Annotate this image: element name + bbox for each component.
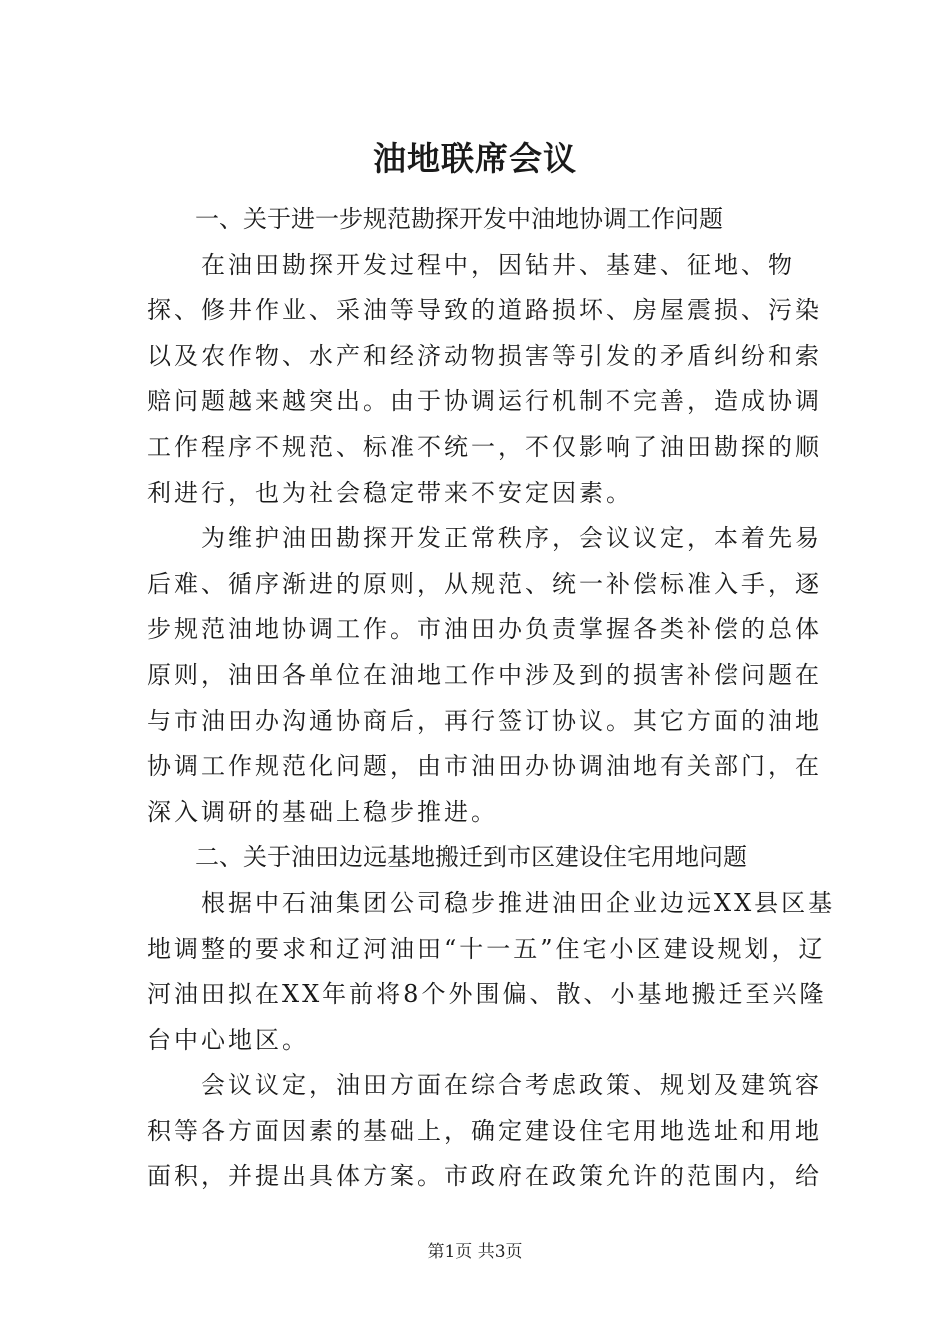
paragraph: 会议议定，油田方面在综合考虑政策、规划及建筑容积等各方面因素的基础上，确定建设住宅用地选址和用地面积，并提出具体方案。市政府在政策允许的范围内，给 bbox=[147, 1071, 822, 1191]
paragraph: 在油田勘探开发过程中，因钻井、基建、征地、物探、修井作业、采油等导致的道路损坏、房屋震损、污染以及农作物、水产和经济动物损害等引发的矛盾纠纷和索赔问题越来越突出。由于协调运行机制不完善，造成协调工作程序不规范、标准不统一，不仅影响了油田勘探的顺利进行，也为社会稳定带来不安定因素。 bbox=[147, 250, 822, 507]
paragraph: 根据中石油集团公司稳步推进油田企业边远XX县区基地调整的要求和辽河油田“十一五”住宅小区建设规划，辽河油田拟在XX年前将8个外围偏、散、小基地搬迁至兴隆台中心地区。 bbox=[147, 888, 836, 1054]
paragraph: 为维护油田勘探开发正常秩序，会议议定，本着先易后难、循序渐进的原则，从规范、统一补偿标准入手，逐步规范油地协调工作。市油田办负责掌握各类补偿的总体原则，油田各单位在油地工作中涉及到的损害补偿问题在与市油田办沟通协商后，再行签订协议。其它方面的油地协调工作规范化问题，由市油田办协调油地有关部门，在深入调研的基础上稳步推进。 bbox=[147, 524, 822, 826]
document-body bbox=[147, 197, 847, 1200]
section-1 bbox=[147, 197, 847, 835]
document-title: 油地联席会议 bbox=[373, 139, 577, 178]
section-heading: 一、关于进一步规范勘探开发中油地协调工作问题 bbox=[195, 205, 723, 233]
section-2 bbox=[147, 835, 847, 1200]
page-indicator: 第1页 共3页 bbox=[427, 1242, 523, 1262]
section-heading: 二、关于油田边远基地搬迁到市区建设住宅用地问题 bbox=[195, 843, 747, 872]
